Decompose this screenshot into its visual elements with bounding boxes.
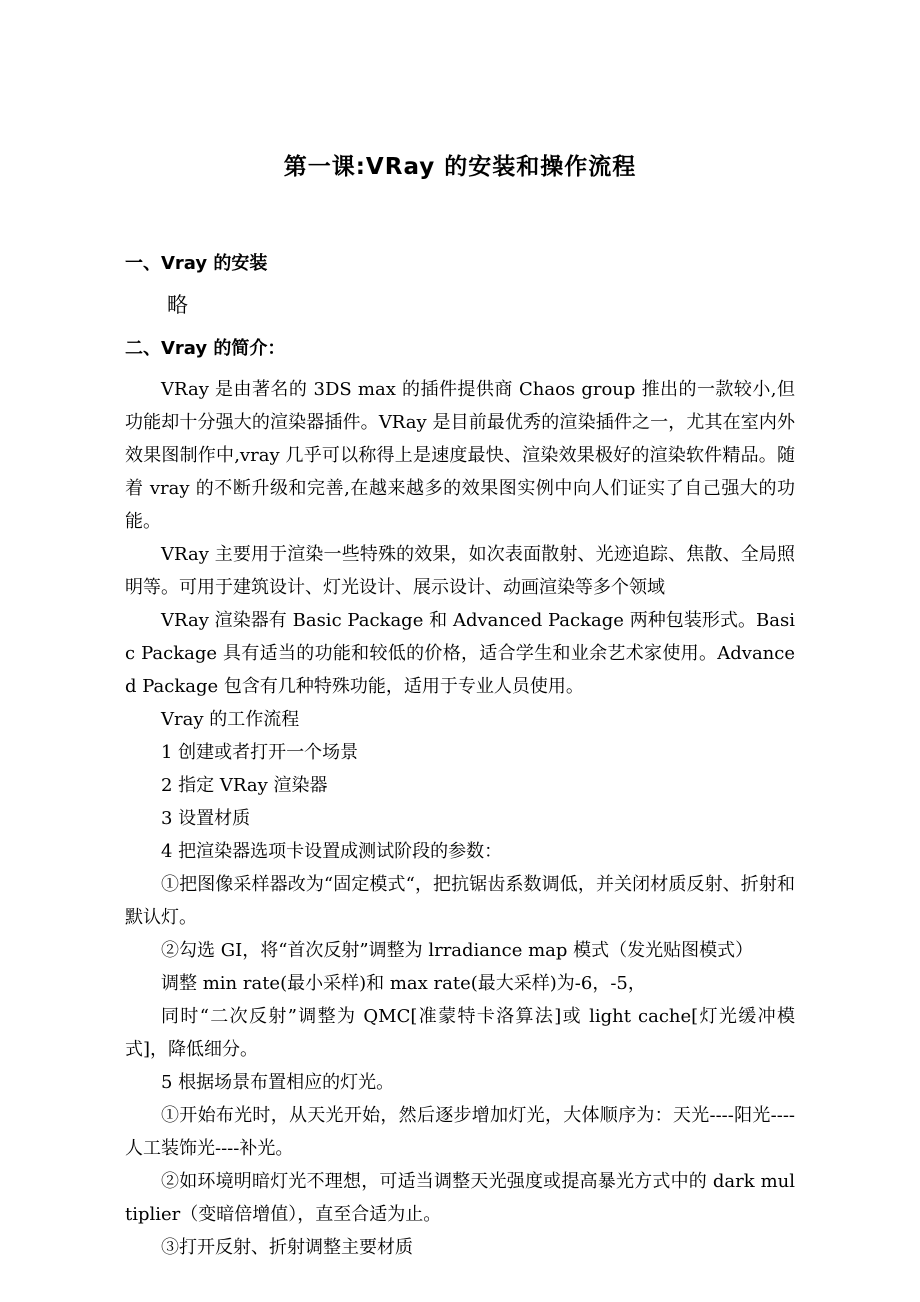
paragraph: VRay 是由著名的 3DS max 的插件提供商 Chaos group 推出的一款较小,但功能却十分强大的渲染器插件。VRay 是目前最优秀的渲染插件之一，尤其在室内外效果图制作中,vray 几乎可以称得上是速度最快、渲染效果极好的渲染软件精品。随着 vray 的不断升级和完善,在越来越多的效果图实例中向人们证实了自己强大的功能。 (125, 379, 795, 532)
paragraph: Vray 的工作流程 (161, 709, 300, 730)
section-heading-intro: 二、Vray 的简介： (125, 338, 286, 359)
document-title: 第一课:VRay 的安装和操作流程 (283, 154, 637, 180)
list-item-substep: ①把图像采样器改为“固定模式“，把抗锯齿系数调低，并关闭材质反射、折射和默认灯。 (125, 874, 795, 928)
list-item-step: 3 设置材质 (161, 808, 251, 829)
list-item-step: 5 根据场景布置相应的灯光。 (161, 1072, 395, 1093)
paragraph: VRay 主要用于渲染一些特殊的效果，如次表面散射、光迹追踪、焦散、全局照明等。可用于建筑设计、灯光设计、展示设计、动画渲染等多个领域 (125, 544, 795, 598)
list-item-substep: ①开始布光时，从天光开始，然后逐步增加灯光，大体顺序为：天光----阳光----人工装饰光----补光。 (125, 1105, 795, 1159)
paragraph: VRay 渲染器有 Basic Package 和 Advanced Package 两种包装形式。Basic Package 具有适当的功能和较低的价格，适合学生和业余艺术家使用。Advanced Package 包含有几种特殊功能，适用于专业人员使用。 (125, 610, 795, 697)
list-item-step: 4 把渲染器选项卡设置成测试阶段的参数： (161, 841, 503, 862)
list-item-substep: 调整 min rate(最小采样)和 max rate(最大采样)为-6，-5， (161, 973, 646, 994)
list-item-step: 1 创建或者打开一个场景 (161, 742, 359, 763)
section-heading-install: 一、Vray 的安装 (125, 253, 268, 274)
list-item-substep: ②勾选 GI，将“首次反射”调整为 lrradiance map 模式（发光贴图模式） (161, 940, 754, 961)
section-install-content: 略 (167, 293, 188, 317)
list-item-substep: 同时“二次反射”调整为 QMC[准蒙特卡洛算法]或 light cache[灯光缓冲模式]，降低细分。 (125, 1006, 795, 1060)
list-item-step: 2 指定 VRay 渲染器 (161, 775, 328, 796)
list-item-substep: ③打开反射、折射调整主要材质 (161, 1237, 413, 1258)
list-item-substep: ②如环境明暗灯光不理想，可适当调整天光强度或提高暴光方式中的 dark multiplier（变暗倍增值），直至合适为止。 (125, 1171, 795, 1225)
